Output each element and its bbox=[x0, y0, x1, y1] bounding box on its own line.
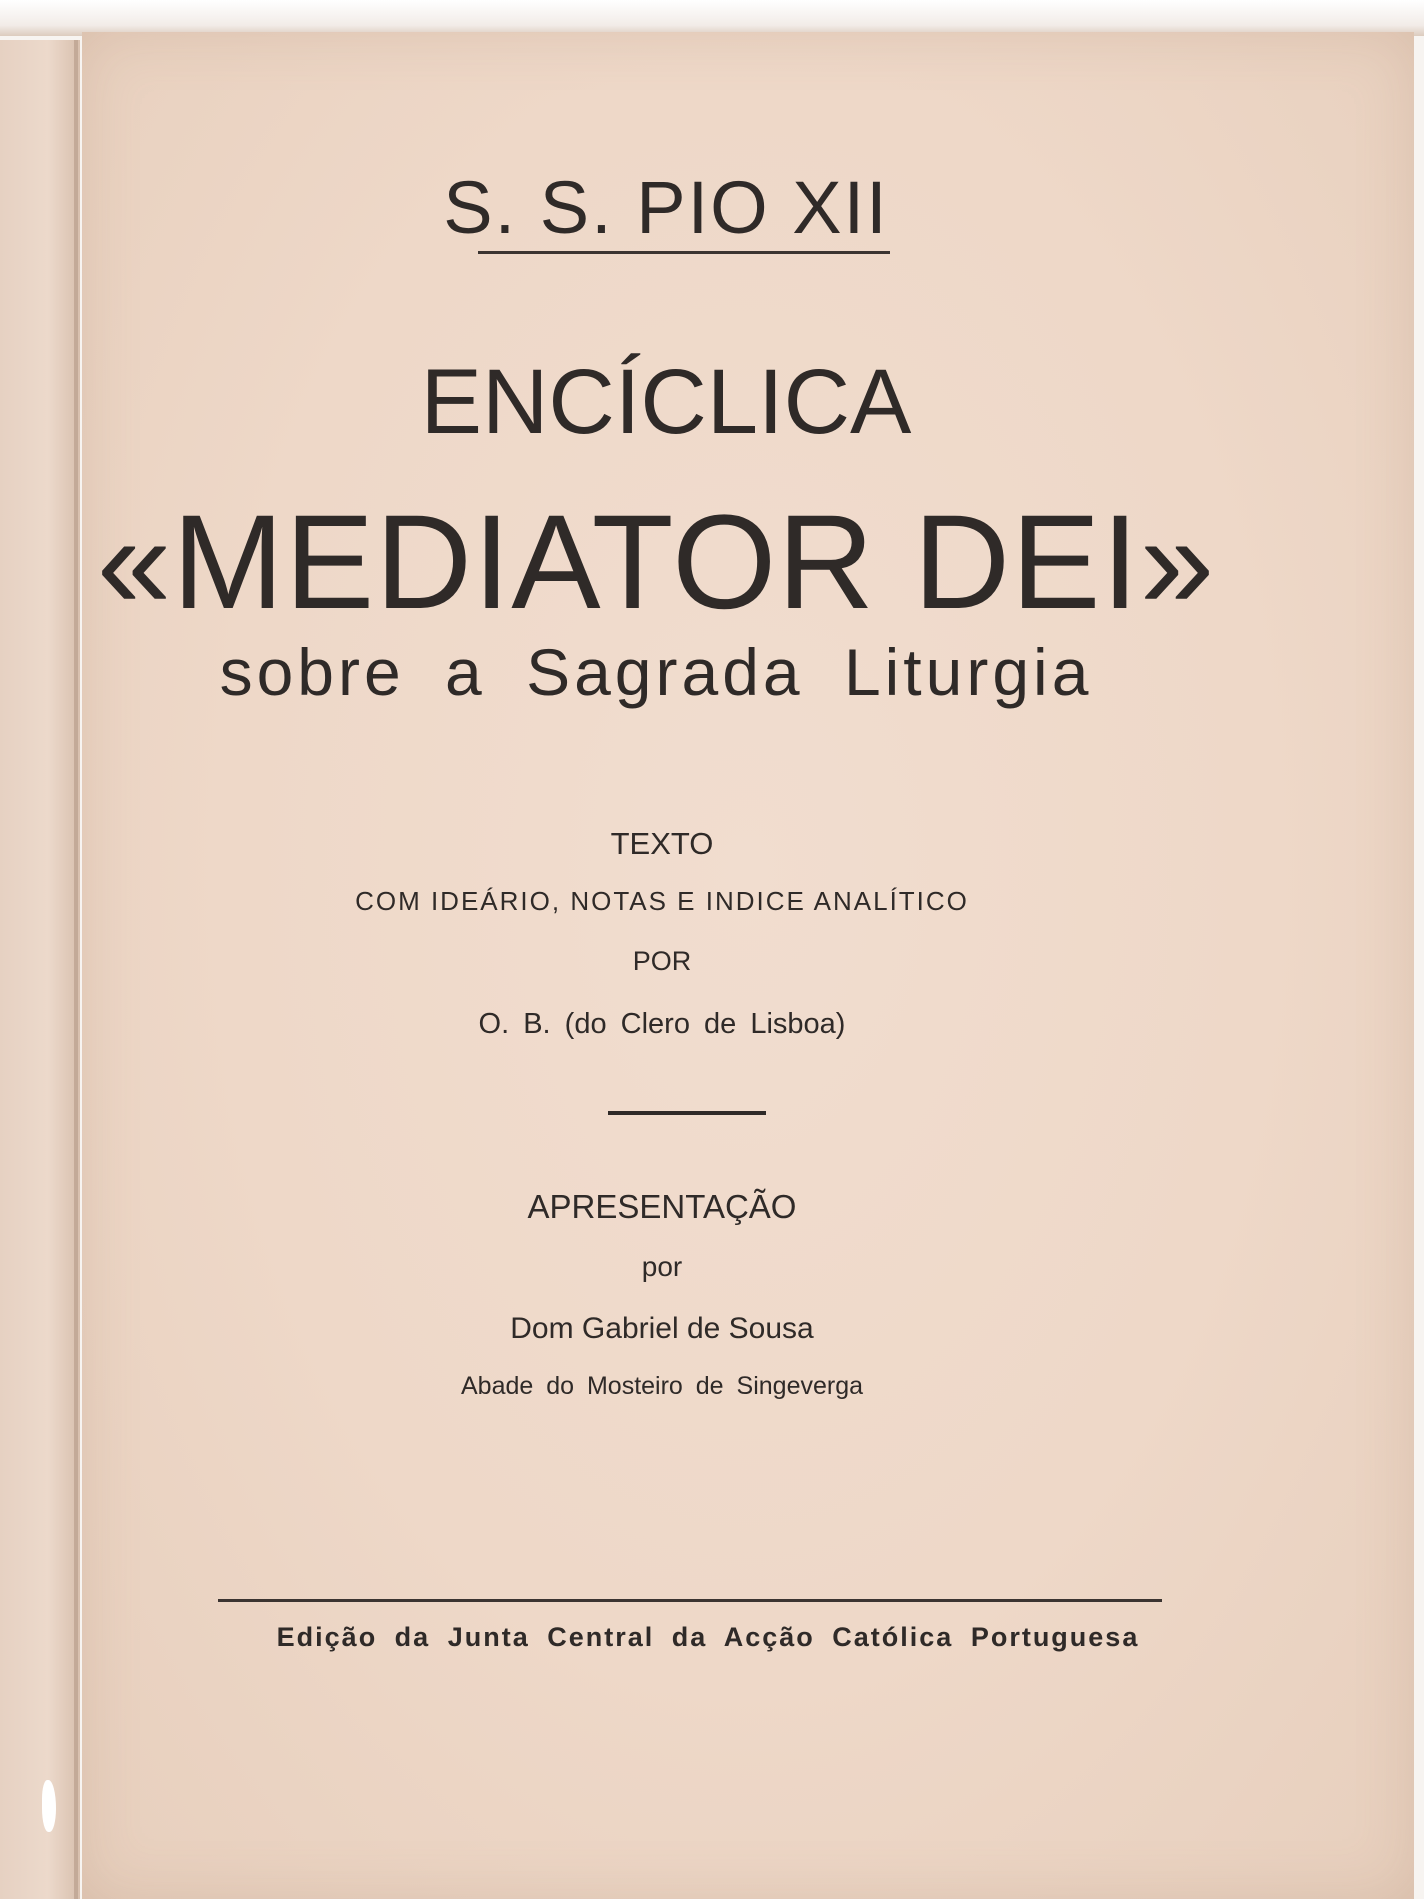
presenter-role: Abade do Mosteiro de Singeverga bbox=[460, 1372, 864, 1400]
document-type-heading: ENCÍCLICA bbox=[420, 351, 912, 453]
scan-top-edge bbox=[0, 0, 1424, 36]
document-subtitle: sobre a Sagrada Liturgia bbox=[219, 635, 1093, 709]
contents-description: COM IDEÁRIO, NOTAS E INDICE ANALÍTICO bbox=[355, 886, 969, 916]
publisher-line: Edição da Junta Central da Acção Católica Portuguesa bbox=[276, 1622, 1140, 1652]
document-title: «MEDIATOR DEI» bbox=[96, 488, 1216, 637]
presentation-label: APRESENTAÇÃO bbox=[527, 1188, 797, 1225]
por-upper-label: POR bbox=[632, 946, 692, 976]
author-underline bbox=[478, 251, 890, 254]
section-divider bbox=[608, 1111, 766, 1115]
publisher-rule bbox=[218, 1599, 1162, 1602]
presenter-name: Dom Gabriel de Sousa bbox=[510, 1312, 814, 1345]
author-name: S. S. PIO XII bbox=[443, 166, 889, 249]
editor-credit: O. B. (do Clero de Lisboa) bbox=[478, 1008, 846, 1040]
por-lower-label: por bbox=[641, 1251, 683, 1282]
texto-label: TEXTO bbox=[610, 826, 714, 861]
paper-tear bbox=[42, 1780, 56, 1832]
